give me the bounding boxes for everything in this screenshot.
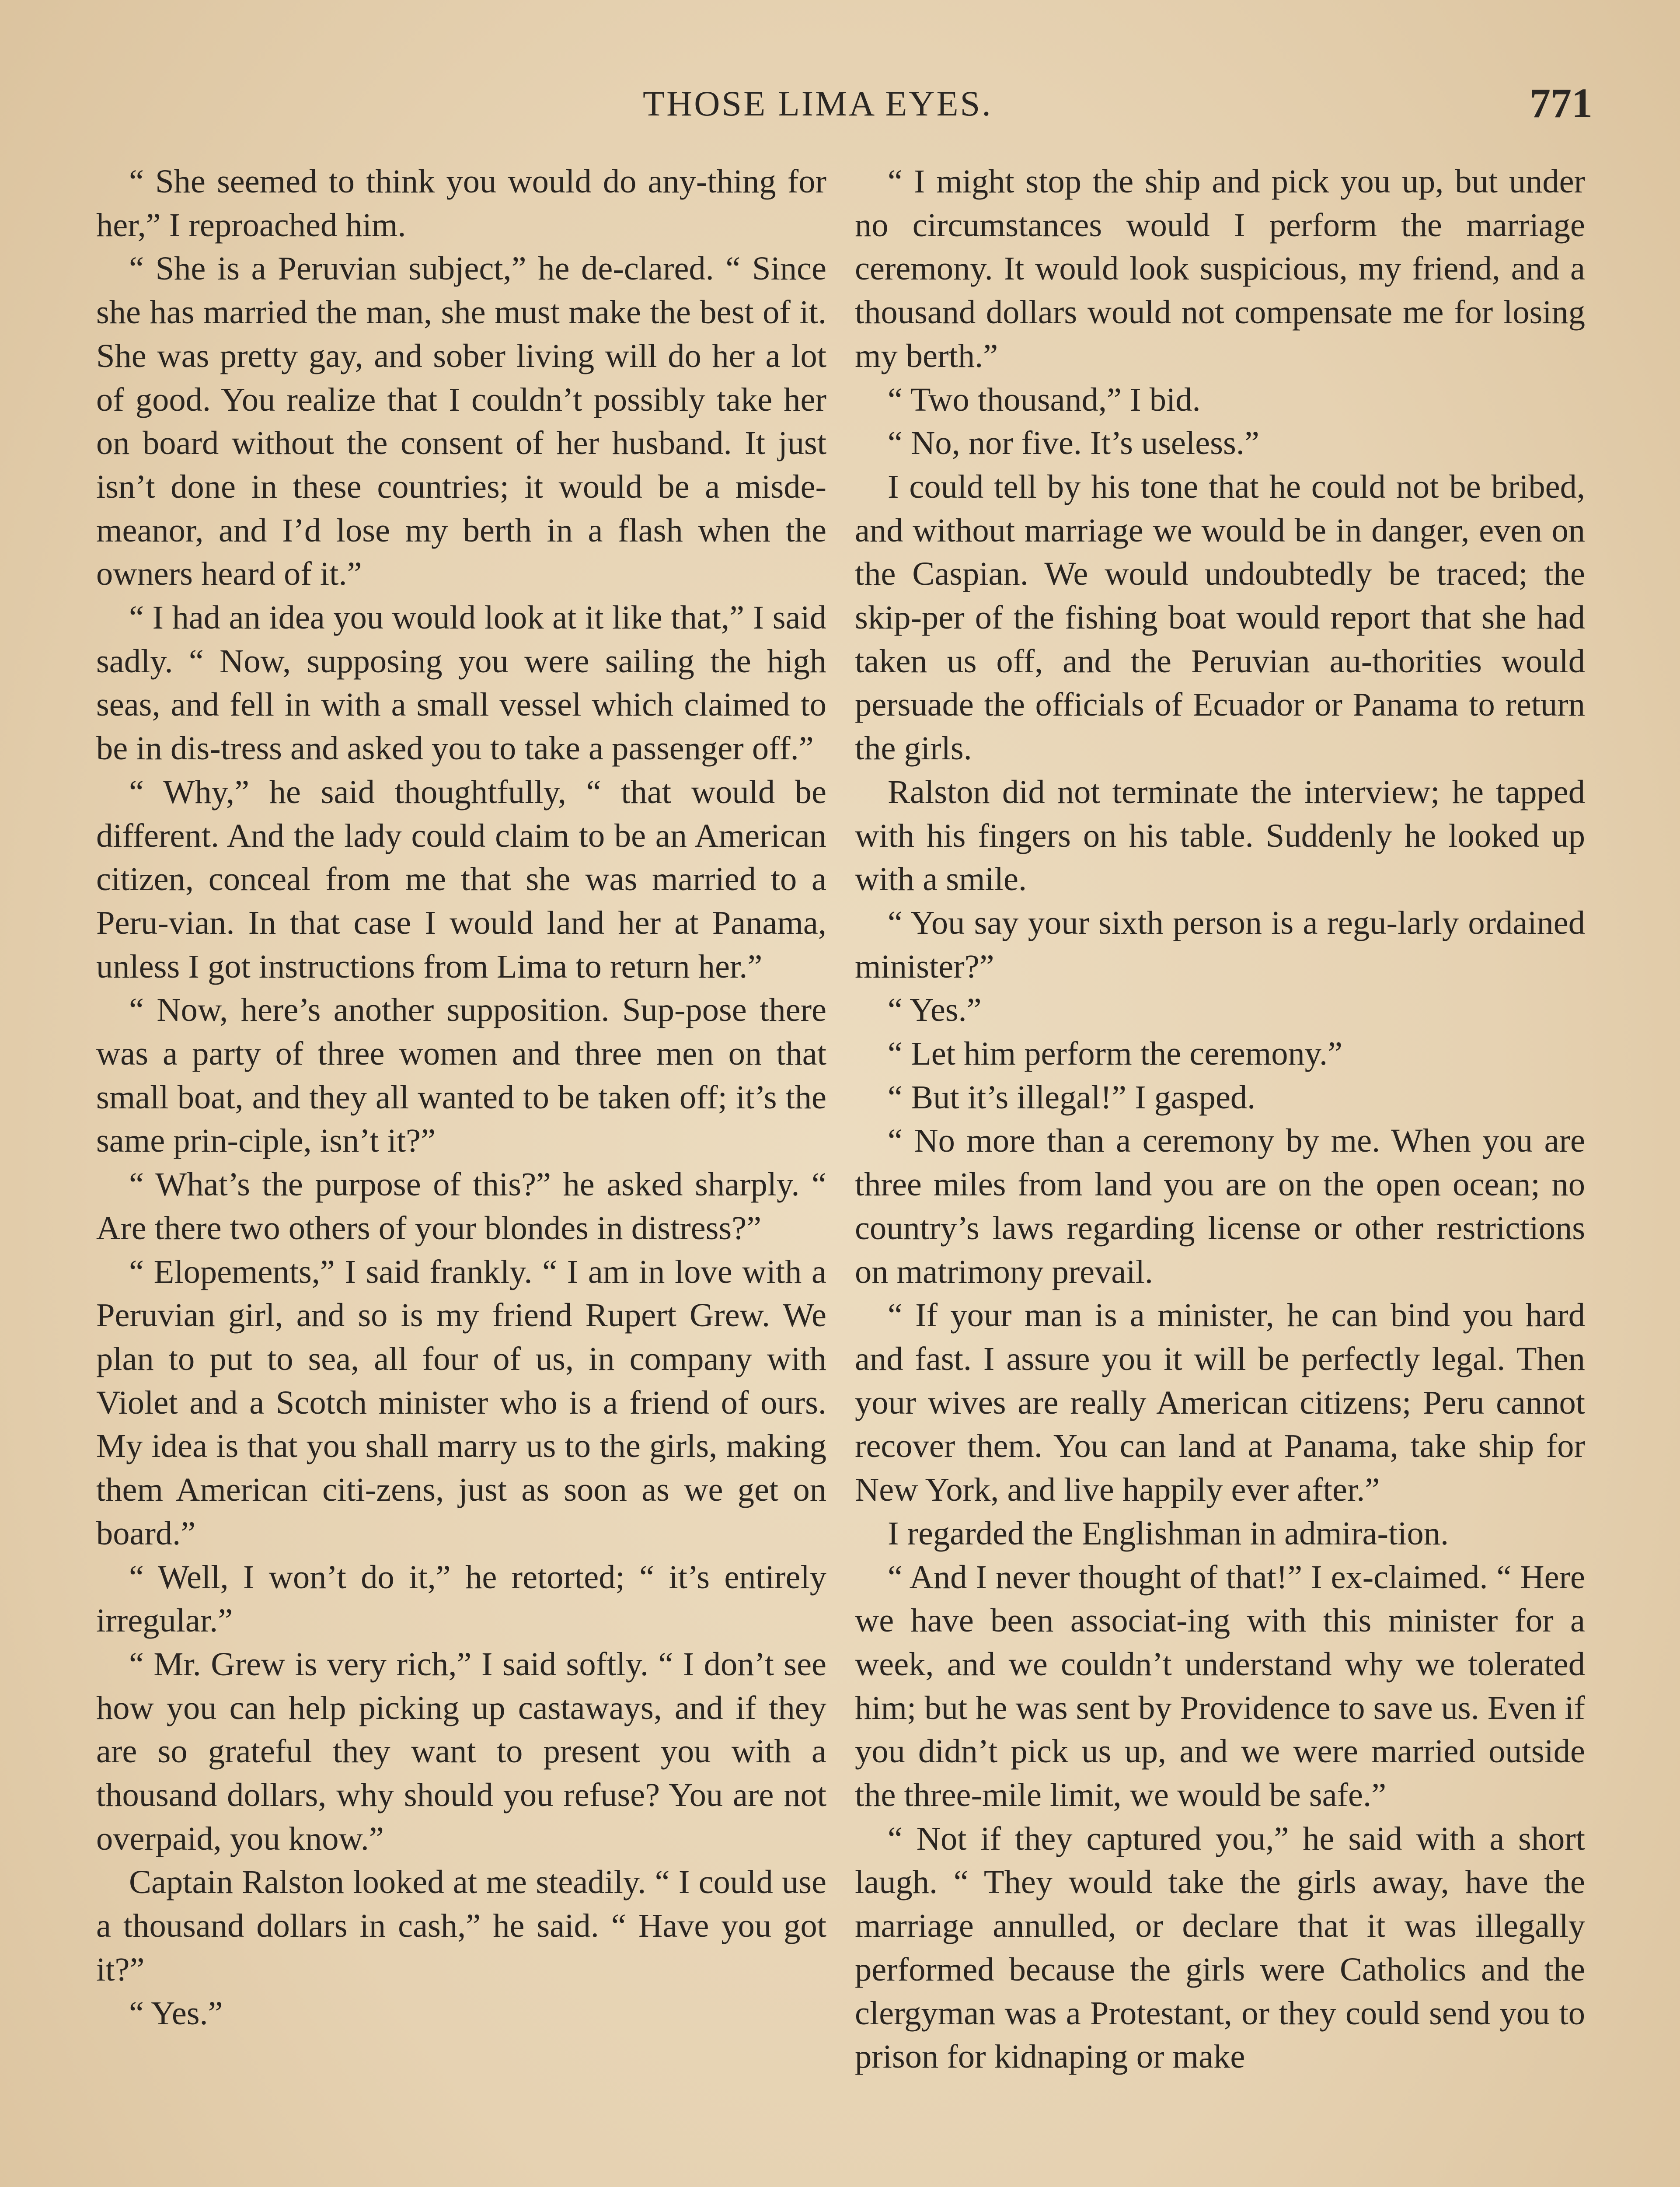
paragraph: I regarded the Englishman in admira-tion. <box>888 1514 1449 1552</box>
paragraph: I could tell by his tone that he could not be bribed, and without marriage we would be in danger, even on the Caspian. We would undoubtedly be traced; the skip-per of the fishing boat would report that she had taken us off, and the Peruvian au-thorities would persuade the officials of Ecuador or Panama to return the girls. <box>855 468 1585 767</box>
paragraph: “ You say your sixth person is a regu-larly ordained minister?” <box>855 904 1585 985</box>
paragraph: “ I had an idea you would look at it like that,” I said sadly. “ Now, supposing you were sailing the high seas, and fell in with a small vessel which claimed to be in dis-tress and asked you to take a passenger off.” <box>96 599 826 767</box>
right-column <box>855 160 1585 2079</box>
paragraph: “ No, nor five. It’s useless.” <box>888 424 1259 462</box>
paragraph: “ Why,” he said thoughtfully, “ that would be different. And the lady could claim to be an American citizen, conceal from me that she was married to a Peru-vian. In that case I would land her at Panama, unless I got instructions from Lima to return her.” <box>96 773 826 985</box>
running-title: THOSE LIMA EYES. <box>643 84 993 123</box>
page-header <box>612 66 1593 131</box>
paragraph: Captain Ralston looked at me steadily. “ I could use a thousand dollars in cash,” he said. “ Have you got it?” <box>96 1863 826 1988</box>
paragraph: “ Now, here’s another supposition. Sup-pose there was a party of three women and three men on that small boat, and they all wanted to be taken off; it’s the same prin-ciple, isn’t it?” <box>96 991 826 1160</box>
paragraph: “ Elopements,” I said frankly. “ I am in love with a Peruvian girl, and so is my friend Rupert Grew. We plan to put to sea, all four of us, in company with Violet and a Scotch minister who is a friend of ours. My idea is that you shall marry us to the girls, making them American citi-zens, just as soon as we get on board.” <box>96 1253 826 1552</box>
paragraph: Ralston did not terminate the interview; he tapped with his fingers on his table. Suddenly he looked up with a smile. <box>855 773 1585 898</box>
paragraph: “ Not if they captured you,” he said with a short laugh. “ They would take the girls away, have the marriage annulled, or declare that it was illegally performed because the girls were Catholics and the clergyman was a Protestant, or they could send you to prison for kidnaping or make <box>855 1820 1585 2075</box>
paragraph: “ Yes.” <box>129 1994 223 2032</box>
paragraph: “ She is a Peruvian subject,” he de-clared. “ Since she has married the man, she must make the best of it. She was pretty gay, and sober living will do her a lot of good. You realize that I couldn’t possibly take her on board without the consent of her husband. It just isn’t done in these countries; it would be a misde-meanor, and I’d lose my berth in a flash when the owners heard of it.” <box>96 250 826 593</box>
paragraph: “ No more than a ceremony by me. When you are three miles from land you are on the open ocean; no country’s laws regarding license or other restrictions on matrimony prevail. <box>855 1122 1585 1290</box>
paragraph: “ Two thousand,” I bid. <box>888 381 1201 418</box>
paragraph: “ Yes.” <box>888 991 982 1029</box>
paragraph: “ But it’s illegal!” I gasped. <box>888 1078 1256 1116</box>
paragraph: “ I might stop the ship and pick you up, but under no circumstances would I perform the marriage ceremony. It would look suspicious, my friend, and a thousand dollars would not compensate me for losing my berth.” <box>855 163 1585 374</box>
paragraph: “ What’s the purpose of this?” he asked sharply. “ Are there two others of your blondes in distress?” <box>96 1166 826 1247</box>
paragraph: “ She seemed to think you would do any-thing for her,” I reproached him. <box>96 163 826 244</box>
left-column <box>96 160 826 2035</box>
page-number: 771 <box>1530 80 1593 126</box>
paragraph: “ And I never thought of that!” I ex-claimed. “ Here we have been associat-ing with this minister for a week, and we couldn’t understand why we tolerated him; but he was sent by Providence to save us. Even if you didn’t pick us up, and we were married outside the three-mile limit, we would be safe.” <box>855 1558 1585 1814</box>
paragraph: “ Well, I won’t do it,” he retorted; “ it’s entirely irregular.” <box>96 1558 826 1639</box>
paragraph: “ If your man is a minister, he can bind you hard and fast. I assure you it will be perfectly legal. Then your wives are really American citizens; Peru cannot recover them. You can land at Panama, take ship for New York, and live happily ever after.” <box>855 1296 1585 1509</box>
paragraph: “ Mr. Grew is very rich,” I said softly. “ I don’t see how you can help picking up castaways, and if they are so grateful they want to present you with a thousand dollars, why should you refuse? You are not overpaid, you know.” <box>96 1645 826 1857</box>
paragraph: “ Let him perform the ceremony.” <box>888 1035 1343 1073</box>
